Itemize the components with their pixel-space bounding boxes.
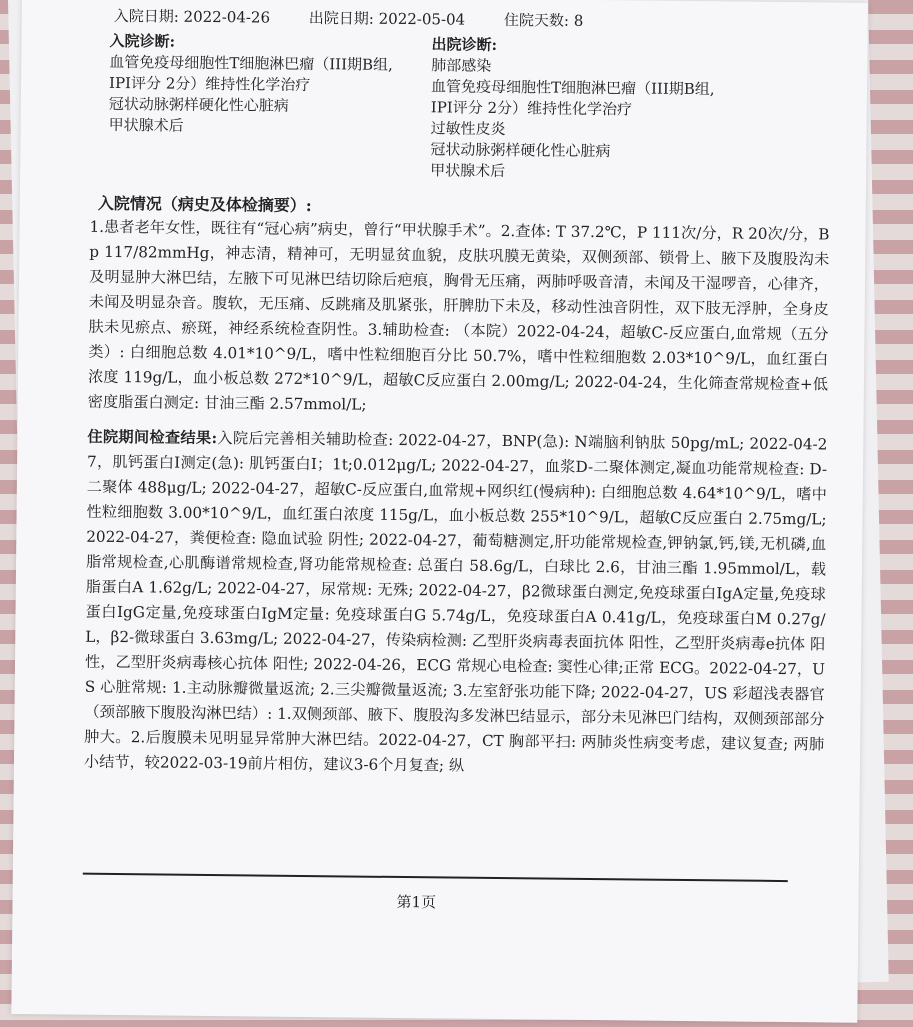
hospital-results-text: 入院后完善相关辅助检查: 2022-04-27，BNP(急): N端脑利钠肽 50pg/mL; 2022-04-27，肌钙蛋白I测定(急): 肌钙蛋白I；1t;0.012μg/L; 2022-04-27，血浆D-二聚体测定,凝血功能常规检查: D-二聚体 488μg/L; 2022-04-27，超敏C-反应蛋白,血常规+网织红(慢病种): 白细胞总数 4.64*10^9/L，嗜中性粒细胞数 3.00*10^9/L，血红蛋白浓度 115g/L，血小板总数 255*10^9/L，超敏C反应蛋白 2.75mg/L; 2022-04-27，粪便检查: 隐血试验 阴性; 2022-04-27，葡萄糖测定,肝功能常规检查,钾钠氯,钙,镁,无机磷,血脂常规检查,心肌酶谱常规检查,肾功能常规检查: 总蛋白 58.6g/L，白球比 2.6，甘油三酯 1.95mmol/L，载脂蛋白A 1.62g/L; 2022-04-27，尿常规: 无殊; 2022-04-27，β2微球蛋白测定,免疫球蛋白IgA定量,免疫球蛋白IgG定量,免疫球蛋白IgM定量: 免疫球蛋白G 5.74g/L，免疫球蛋白A 0.41g/L，免疫球蛋白M 0.27g/L，β2-微球蛋白 3.63mg/L; 2022-04-27，传染病检测: 乙型肝炎病毒表面抗体 阳性，乙型肝炎病毒e抗体 阳性，乙型肝炎病毒核心抗体 阳性; 2022-04-26，ECG 常规心电检查: 窦性心律;正常 ECG。2022-04-27，US 心脏常规: 1.主动脉瓣微量返流; 2.三尖瓣微量返流; 3.左室舒张功能下降; 2022-04-27，US 彩超浅表器官（颈部腋下腹股沟淋巴结）: 1.双侧颈部、腋下、腹股沟多发淋巴结显示，部分未见淋巴门结构，双侧颈部部分肿大。2.后腹膜未见明显异常肿大淋巴结。2022-04-27，CT 胸部平扫: 两肺炎性病变考虑，建议复查; 两肺小结节，较2022-03-19前片相仿，建议3-6个月复查; 纵 (83, 429, 828, 775)
diagnosis-line: IPI评分 2分）维持性化学治疗 (430, 98, 633, 119)
admit-diagnosis (109, 31, 430, 139)
date-row (114, 5, 618, 31)
diagnosis-line: 冠状动脉粥样硬化性心脏病 (430, 140, 611, 161)
diagnosis-line: 血管免疫母细胞性T细胞淋巴瘤（III期B组, (430, 77, 715, 99)
diagnosis-line: 肺部感染 (431, 56, 492, 75)
admission-text: 1.患者老年女性，既往有“冠心病”病史，曾行“甲状腺手术”。2.查体: T 37.2℃，P 111次/分，R 20次/分，Bp 117/82mmHg，神志清，精神可，无明显贫血貌，皮肤巩膜无黄染，双侧颈部、锁骨上、腋下及腹股沟未及明显肿大淋巴结，左腋下可见淋巴结切除后疤痕，胸骨无压痛，两肺呼吸音清，未闻及干湿啰音，心律齐，未闻及明显杂音。腹软，无压痛、反跳痛及肌紧张，肝脾肋下未及，移动性浊音阴性，双下肢无浮肿，全身皮肤未见瘀点、瘀斑，神经系统检查阴性。3.辅助检查: （本院）2022-04-24，超敏C-反应蛋白,血常规（五分类）: 白细胞总数 4.01*10^9/L，嗜中性粒细胞百分比 50.7%，嗜中性粒细胞数 2.03*10^9/L，血红蛋白浓度 119g/L，血小板总数 272*10^9/L，超敏C反应蛋白 2.00mg/L; 2022-04-24，生化筛查常规检查+低密度脂蛋白测定: 甘油三酯 2.57mmol/L; (87, 217, 830, 414)
admission-section-title: 入院情况（病史及体检摘要）: (97, 193, 312, 216)
diagnosis-line: IPI评分 2分）维持性化学治疗 (108, 73, 311, 95)
diagnosis-line: 甲状腺术后 (108, 115, 184, 135)
admit-date: 入院日期: 2022-04-26 (113, 6, 271, 27)
diagnosis-line: 过敏性皮炎 (430, 119, 506, 139)
stay-days: 住院天数: 8 (503, 11, 584, 30)
diagnosis-line: 血管免疫母细胞性T细胞淋巴瘤（III期B组, (109, 52, 393, 74)
footer-divider (83, 873, 788, 882)
page-number: 第1页 (396, 892, 437, 912)
discharge-diagnosis-title: 出院诊断: (431, 35, 498, 54)
diagnosis-line: 冠状动脉粥样硬化性心脏病 (108, 94, 289, 115)
hospital-results (84, 425, 828, 783)
discharge-date: 出院日期: 2022-05-04 (308, 9, 466, 29)
hospital-results-title: 住院期间检查结果: (87, 427, 218, 448)
admit-diagnosis-title: 入院诊断: (109, 31, 176, 51)
document-page (11, 0, 868, 1023)
diagnosis-line: 甲状腺术后 (430, 161, 506, 181)
discharge-diagnosis (430, 34, 812, 185)
